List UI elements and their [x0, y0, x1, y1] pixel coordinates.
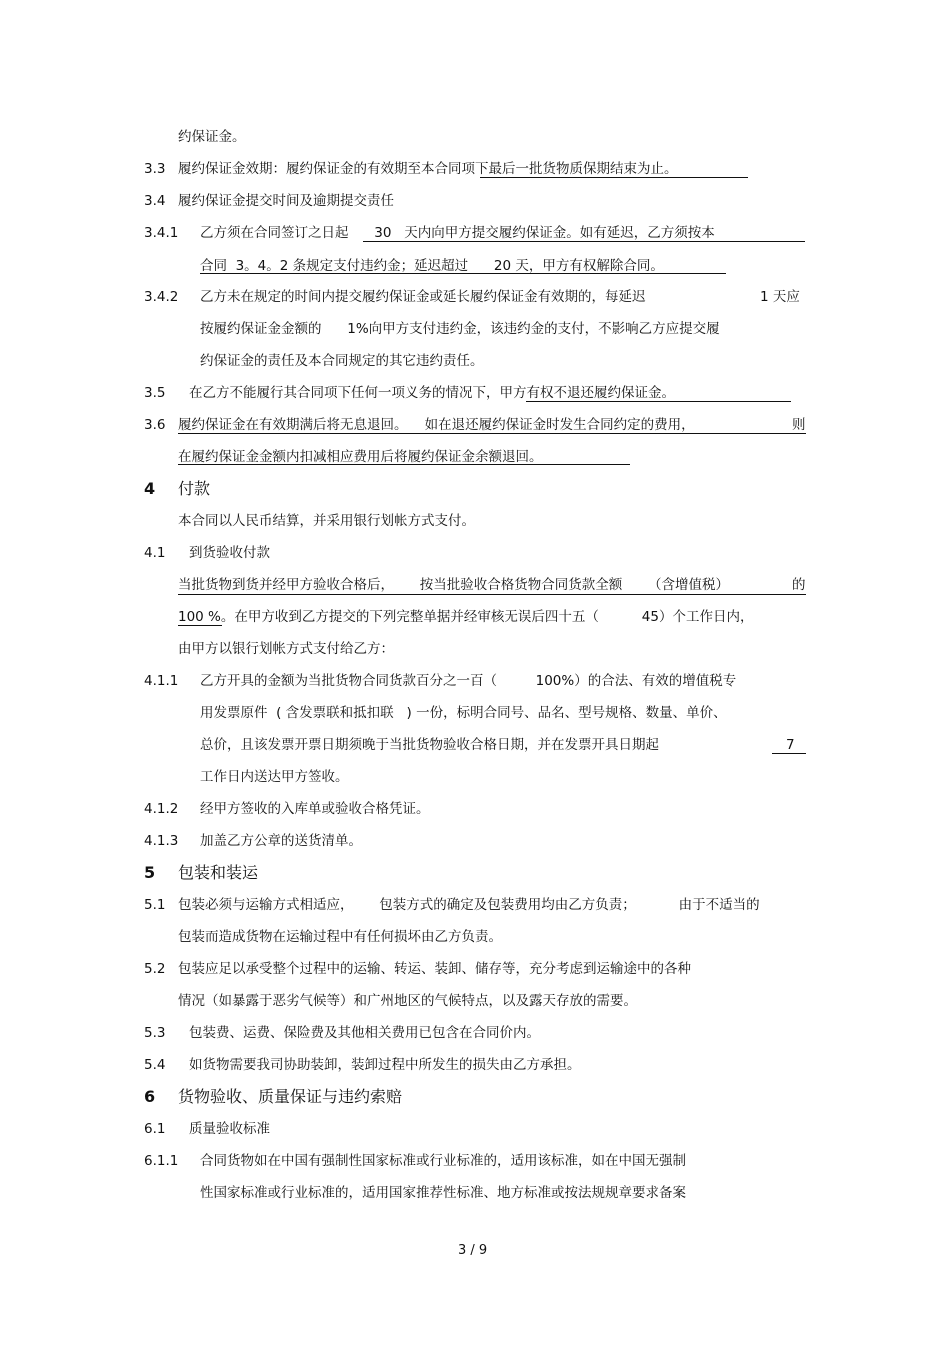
- clause-number: 3.6: [144, 417, 166, 433]
- clause-text: 乙方开具的金额为当批货物合同货款百分之一百（ 100%）的合法、有效的增值税专: [200, 673, 737, 689]
- clause-number: 3.5: [144, 385, 166, 401]
- section-number: 4: [144, 479, 156, 498]
- clause-text: 乙方须在合同签订之日起 30 天内向甲方提交履约保证金。如有延迟，乙方须按本: [200, 225, 715, 241]
- clause-text: 履约保证金在有效期满后将无息退回。 如在退还履约保证金时发生合同约定的费用，: [178, 417, 695, 433]
- paragraph-line-tail: 7: [786, 737, 795, 753]
- clause-number: 5.2: [144, 961, 166, 977]
- paragraph-line: 用发票原件 ( 含发票联和抵扣联 ) 一份，标明合同号、品名、型号规格、数量、单价、: [200, 705, 727, 721]
- clause-number: 3.4: [144, 193, 166, 209]
- clause-text: 质量验收标准: [189, 1121, 270, 1137]
- clause-number: 4.1.3: [144, 833, 179, 849]
- clause-number: 5.1: [144, 897, 166, 913]
- section-heading: 货物验收、质量保证与违约索赔: [178, 1087, 403, 1106]
- paragraph-line: 在履约保证金金额内扣减相应费用后将履约保证金余额退回。: [178, 449, 543, 465]
- paragraph-line: 由甲方以银行划帐方式支付给乙方：: [178, 641, 394, 657]
- paragraph-line-tail: 的: [792, 577, 806, 593]
- section-heading: 包装和装运: [178, 863, 259, 882]
- underline: [363, 241, 805, 242]
- paragraph-line: 包装而造成货物在运输过程中有任何损坏由乙方负责。: [178, 929, 502, 945]
- clause-number: 3.4.2: [144, 289, 179, 305]
- clause-text: 乙方未在规定的时间内提交履约保证金或延长履约保证金有效期的，每延迟: [200, 289, 646, 305]
- clause-text: 在乙方不能履行其合同项下任何一项义务的情况下，甲方有权不退还履约保证金。: [189, 385, 675, 401]
- clause-number: 4.1.1: [144, 673, 179, 689]
- clause-text: 到货验收付款: [189, 545, 270, 561]
- paragraph-line: 总价，且该发票开票日期须晚于当批货物验收合格日期，并在发票开具日期起: [200, 737, 659, 753]
- clause-text: 包装必须与运输方式相适应， 包装方式的确定及包装费用均由乙方负责； 由于不适当的: [178, 897, 760, 913]
- paragraph-line: 性国家标准或行业标准的，适用国家推荐性标准、地方标准或按法规规章要求备案: [200, 1185, 686, 1201]
- clause-text: 履约保证金效期：履约保证金的有效期至本合同项下最后一批货物质保期结束为止。: [178, 161, 678, 177]
- clause-number: 6.1: [144, 1121, 166, 1137]
- paragraph-line: 100 %。在甲方收到乙方提交的下列完整单据并经审核无误后四十五（ 45）个工作日内，: [178, 609, 754, 625]
- clause-number: 3.3: [144, 161, 166, 177]
- underline: [772, 753, 806, 754]
- clause-text: 合同货物如在中国有强制性国家标准或行业标准的，适用该标准，如在中国无强制: [200, 1153, 686, 1169]
- underline: [178, 433, 806, 434]
- paragraph-line: 工作日内送达甲方签收。: [200, 769, 349, 785]
- paragraph-line: 合同 3。4。2 条规定支付违约金；延迟超过 20 天，甲方有权解除合同。: [200, 258, 664, 274]
- paragraph-line: 本合同以人民币结算，并采用银行划帐方式支付。: [178, 513, 475, 529]
- section-number: 5: [144, 863, 156, 882]
- underline: [178, 625, 222, 626]
- clause-number: 4.1: [144, 545, 166, 561]
- section-number: 6: [144, 1087, 156, 1106]
- clause-text-tail: 1 天应: [760, 289, 800, 305]
- paragraph-line: 约保证金。: [178, 129, 246, 145]
- clause-text: 包装应足以承受整个过程中的运输、转运、装卸、储存等，充分考虑到运输途中的各种: [178, 961, 691, 977]
- paragraph-line: 按履约保证金金额的 1%向甲方支付违约金，该违约金的支付，不影响乙方应提交履: [200, 321, 720, 337]
- underline: [200, 273, 726, 274]
- clause-number: 5.3: [144, 1025, 166, 1041]
- clause-number: 6.1.1: [144, 1153, 179, 1169]
- clause-text-tail: 则: [792, 417, 806, 433]
- underline: [480, 177, 748, 178]
- clause-number: 4.1.2: [144, 801, 179, 817]
- underline: [178, 464, 630, 465]
- clause-text: 经甲方签收的入库单或验收合格凭证。: [200, 801, 430, 817]
- underline: [178, 594, 806, 595]
- clause-number: 5.4: [144, 1057, 166, 1073]
- clause-text: 包装费、运费、保险费及其他相关费用已包含在合同价内。: [189, 1025, 540, 1041]
- section-heading: 付款: [178, 479, 211, 498]
- page-number: 3 / 9: [458, 1243, 488, 1258]
- clause-text: 履约保证金提交时间及逾期提交责任: [178, 193, 394, 209]
- paragraph-line: 约保证金的责任及本合同规定的其它违约责任。: [200, 353, 484, 369]
- clause-text: 如货物需要我司协助装卸，装卸过程中所发生的损失由乙方承担。: [189, 1057, 581, 1073]
- clause-text: 加盖乙方公章的送货清单。: [200, 833, 362, 849]
- clause-number: 3.4.1: [144, 225, 179, 241]
- paragraph-line: 当批货物到货并经甲方验收合格后， 按当批验收合格货物合同货款全额 （含增值税）: [178, 577, 729, 593]
- paragraph-line: 情况（如暴露于恶劣气候等）和广州地区的气候特点，以及露天存放的需要。: [178, 993, 637, 1009]
- underline: [526, 401, 791, 402]
